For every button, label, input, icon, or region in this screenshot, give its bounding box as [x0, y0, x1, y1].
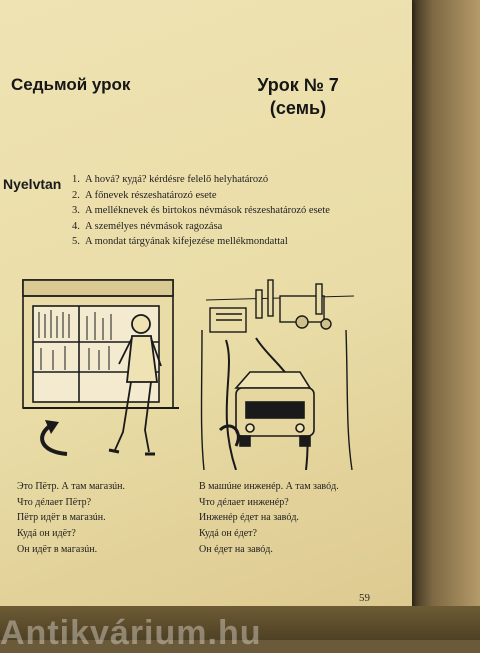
dialogue-line: Что дéлает инженéр? — [199, 496, 289, 508]
grammar-item: 5. A mondat tárgyának kifejezése mellékmondattal — [72, 236, 288, 247]
dialogue-line: Что дéлает Пётр? — [17, 496, 92, 508]
page-edge-shadow — [412, 0, 480, 640]
grammar-item: 1. A hová? кудá? kérdésre felelő helyhatározó — [72, 174, 269, 185]
dialogue-line: Он éдет на завóд. — [199, 543, 273, 555]
dialogue-line: Он идёт в магазúн. — [17, 543, 98, 555]
grammar-item: 3. A melléknevek és birtokos névmások részeshatározó esete — [72, 205, 330, 216]
dialogue-line: Это Пётр. А там магазúн. — [17, 481, 126, 492]
dialogue-line: В машúне инженéр. А там завóд. — [199, 481, 339, 492]
lesson-number-word: (семь) — [269, 98, 327, 118]
lesson-title-russian: Седьмой урок — [11, 75, 131, 94]
factory-illustration — [196, 270, 354, 470]
dialogue-line: Пётр идёт в магазúн. — [17, 512, 106, 524]
grammar-label: Nyelvtan — [3, 176, 62, 192]
shop-illustration — [19, 272, 185, 468]
dialogue-line: Кудá он идёт? — [17, 528, 76, 540]
lesson-number-title — [248, 74, 348, 120]
watermark: Antikvárium.hu — [0, 614, 262, 652]
grammar-item: 4. A személyes névmások ragozása — [72, 220, 223, 232]
dialogue-left — [17, 479, 125, 558]
grammar-list — [72, 172, 372, 250]
page-number: 59 — [359, 592, 370, 604]
lesson-number-line: Урок № 7 — [257, 75, 339, 95]
dialogue-line: Кудá он éдет? — [199, 528, 257, 540]
dialogue-line: Инженéр éдет на завóд. — [199, 512, 299, 524]
grammar-item: 2. A főnevek részeshatározó esete — [72, 189, 217, 201]
dialogue-right — [199, 479, 339, 558]
